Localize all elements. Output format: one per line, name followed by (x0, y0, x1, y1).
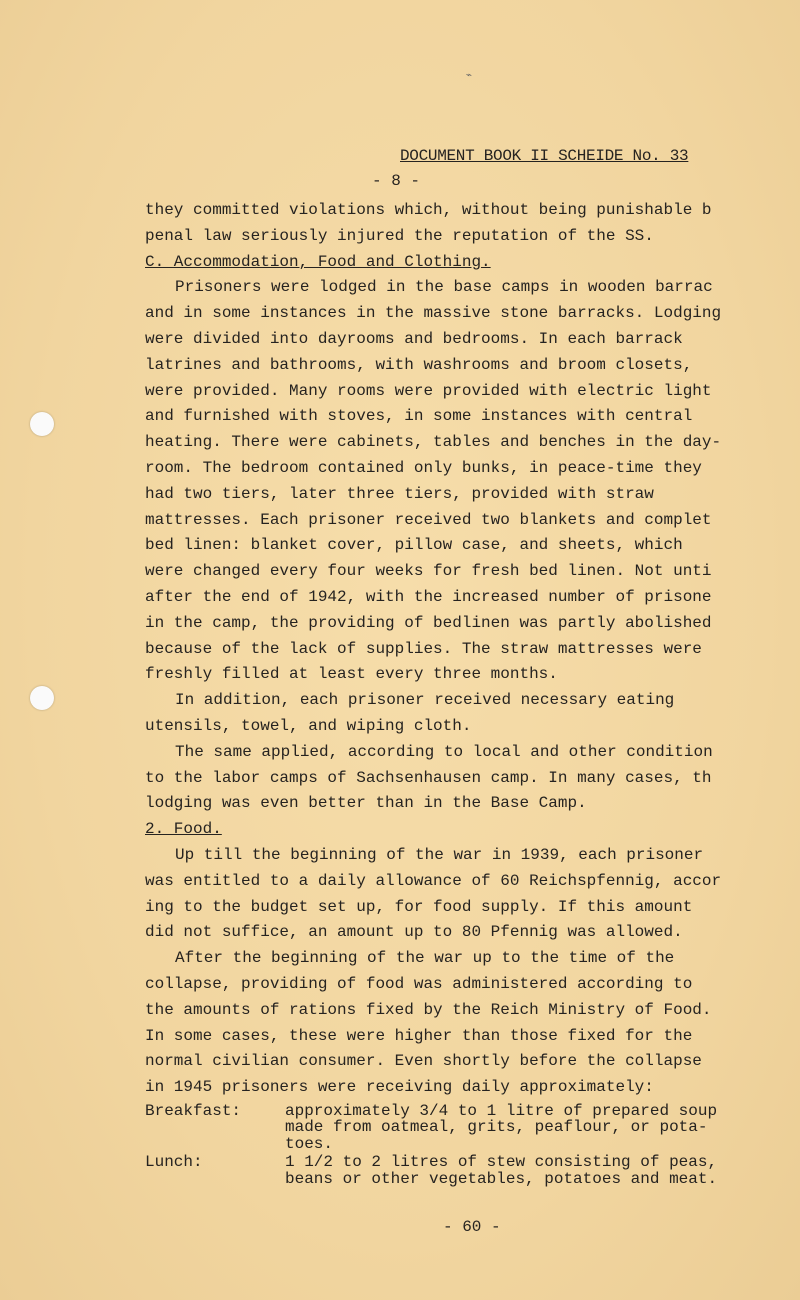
text-line: ing to the budget set up, for food supply. If this amount (145, 897, 693, 916)
text-line: they committed violations which, without being punishable b (145, 201, 712, 219)
text-line: utensils, towel, and wiping cloth. (145, 716, 472, 735)
stray-mark: ⌁ (466, 71, 473, 82)
text-line: and in some instances in the massive stone barracks. Lodging (145, 304, 722, 323)
text-line: latrines and bathrooms, with washrooms and broom closets, (145, 355, 693, 374)
text-line: heating. There were cabinets, tables and benches in the day- (145, 433, 722, 452)
meal-entry-lunch (145, 1154, 795, 1187)
text-line: In addition, each prisoner received necessary eating (175, 691, 675, 710)
meal-description (285, 1154, 785, 1187)
text-line: were changed every four weeks for fresh bed linen. Not unti (145, 562, 712, 581)
text-line: Up till the beginning of the war in 1939, each prisoner (175, 845, 704, 864)
text-line: lodging was even better than in the Base Camp. (145, 794, 587, 813)
document-header: DOCUMENT BOOK II SCHEIDE No. 33 (400, 147, 689, 165)
meal-description (285, 1103, 785, 1153)
text-line: the amounts of rations fixed by the Reich Ministry of Food. (145, 1000, 712, 1019)
meal-line: 1 1/2 to 2 litres of stew consisting of peas, (285, 1153, 718, 1172)
text-line: normal civilian consumer. Even shortly before the collapse (145, 1052, 702, 1071)
text-line: freshly filled at least every three months. (145, 665, 558, 684)
text-line: The same applied, according to local and other condition (175, 742, 713, 761)
text-line: penal law seriously injured the reputation of the SS. (145, 226, 654, 245)
meal-line: approximately 3/4 to 1 litre of prepared soup (285, 1101, 718, 1120)
text-line: and furnished with stoves, in some instances with central (145, 407, 693, 426)
text-line: After the beginning of the war up to the time of the (175, 949, 675, 968)
meal-entry-breakfast (145, 1103, 795, 1153)
punch-hole (30, 412, 54, 436)
text-line: bed linen: blanket cover, pillow case, and sheets, which (145, 536, 683, 555)
text-line: room. The bedroom contained only bunks, in peace-time they (145, 458, 702, 477)
punch-hole (30, 686, 54, 710)
meal-line: toes. (285, 1134, 334, 1153)
text-line: in the camp, the providing of bedlinen was partly abolished (145, 613, 712, 632)
text-line: mattresses. Each prisoner received two blankets and complet (145, 510, 712, 529)
meal-label: Breakfast: (145, 1101, 242, 1120)
meal-line: made from oatmeal, grits, peaflour, or pota- (285, 1118, 708, 1137)
text-line: in 1945 prisoners were receiving daily approximately: (145, 1078, 654, 1097)
text-line: after the end of 1942, with the increased number of prisone (145, 587, 712, 606)
text-line: Prisoners were lodged in the base camps in wooden barrac (175, 278, 713, 297)
page-footer-number: - 60 - (443, 1218, 501, 1236)
meal-label: Lunch: (145, 1153, 203, 1172)
text-line: In some cases, these were higher than those fixed for the (145, 1026, 693, 1045)
text-line: was entitled to a daily allowance of 60 Reichspfennig, accor (145, 871, 722, 890)
page-marker: - 8 - (372, 172, 421, 190)
document-body (145, 198, 795, 1187)
text-line: collapse, providing of food was administered according to (145, 974, 693, 993)
text-line: because of the lack of supplies. The straw mattresses were (145, 639, 702, 658)
section-heading-food: 2. Food. (145, 820, 222, 839)
meal-line: beans or other vegetables, potatoes and meat. (285, 1169, 718, 1188)
text-line: did not suffice, an amount up to 80 Pfennig was allowed. (145, 923, 683, 942)
text-line: were provided. Many rooms were provided with electric light (145, 381, 712, 400)
meal-list (145, 1103, 795, 1188)
text-line: were divided into dayrooms and bedrooms. In each barrack (145, 329, 683, 348)
text-line: to the labor camps of Sachsenhausen camp. In many cases, th (145, 768, 712, 787)
text-line: had two tiers, later three tiers, provided with straw (145, 484, 654, 503)
section-heading-accommodation: C. Accommodation, Food and Clothing. (145, 252, 491, 271)
